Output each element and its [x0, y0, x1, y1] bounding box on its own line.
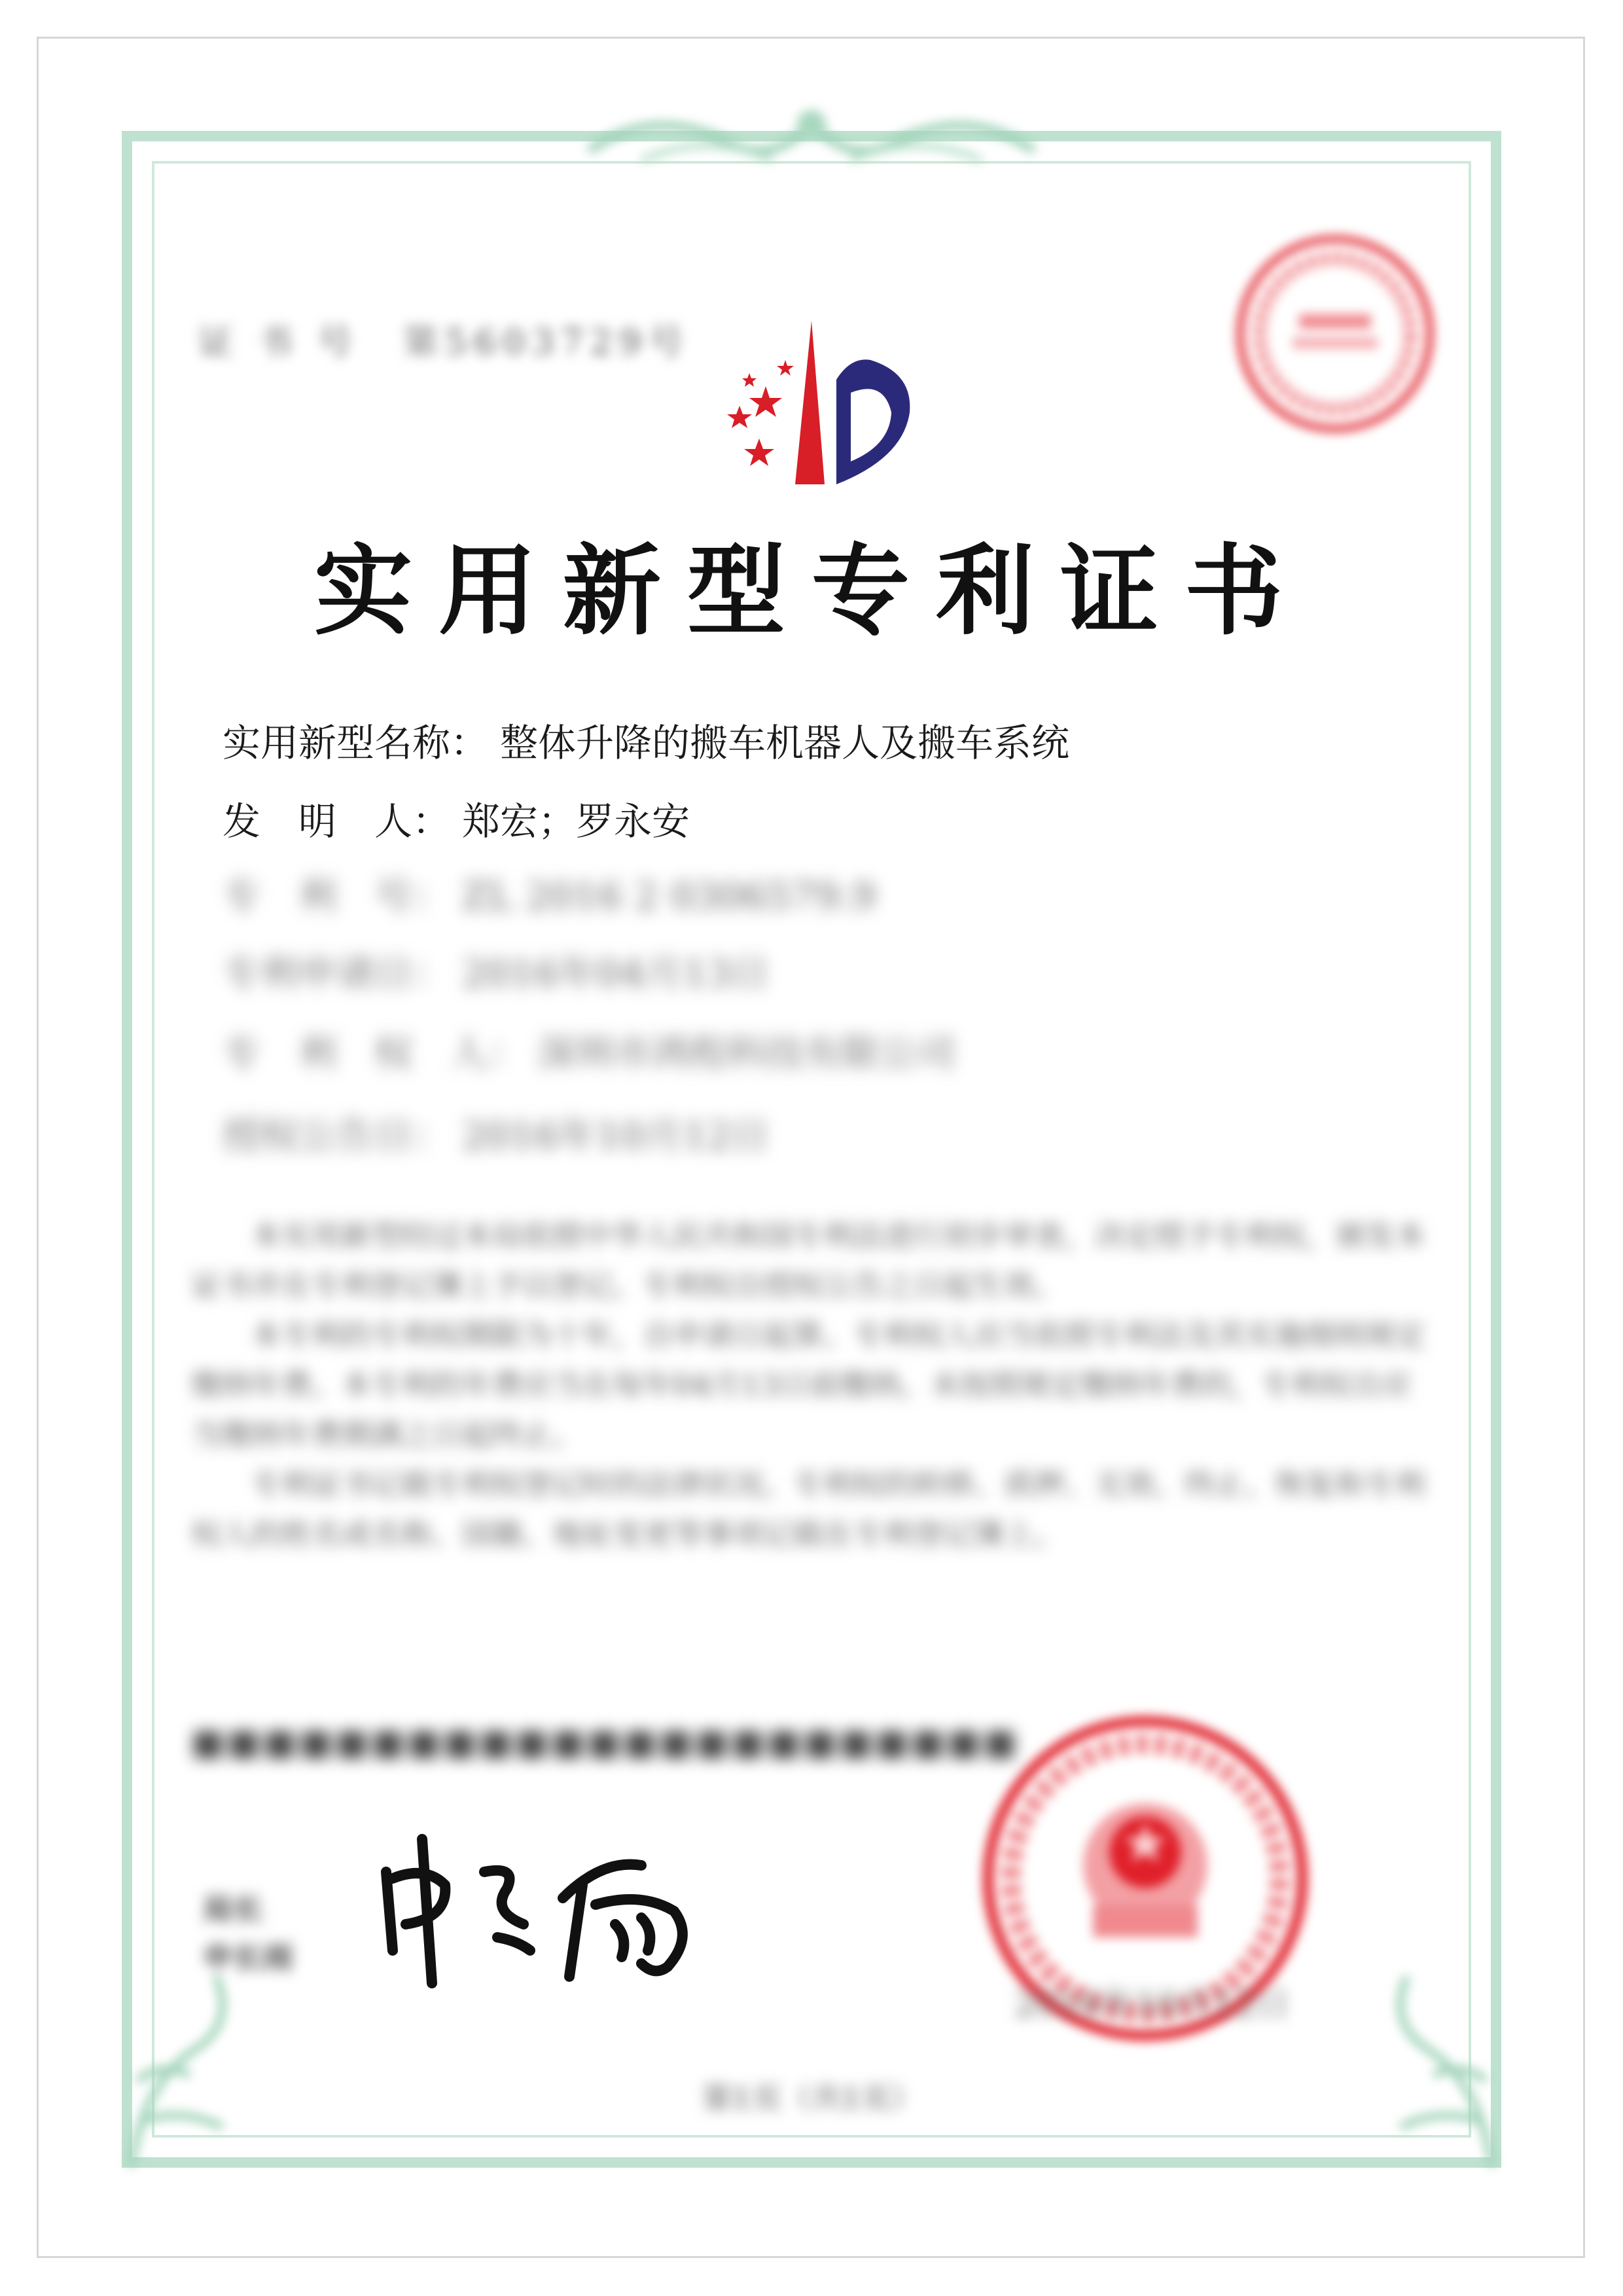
certificate-body-text: [191, 1211, 1435, 1559]
top-ornament-icon: [576, 98, 1047, 183]
body-paragraph: 本专利的专利权期限为十年，自申请日起算。专利权人应当依照专利法及其实施细则规定缴纳年费。本专利的年费应当在每年04月13日前缴纳。未按照规定缴纳年费的，专利权自应当缴纳年费期满之日起终止。: [191, 1318, 1425, 1452]
certificate-number-value: 第5603729号: [402, 321, 690, 363]
field-patent-number: [223, 865, 876, 920]
bottom-left-ornament-icon: [118, 1950, 262, 2173]
field-value: 2016年10月12日: [462, 1113, 770, 1158]
director-title: 局长: [203, 1892, 263, 1927]
field-utility-model-name: [223, 712, 1069, 767]
director-label: [203, 1885, 293, 1982]
page-title: 实用新型专利证书: [313, 533, 1309, 649]
small-seal-icon: [1230, 229, 1440, 439]
field-inventor: [223, 791, 690, 846]
director-name: 申长雨: [203, 1940, 293, 1975]
field-application-date: [223, 942, 769, 997]
certificate-number: [198, 314, 690, 365]
field-value: ZL 2016 2 0306579.9: [462, 874, 876, 918]
field-label: 发 明 人：: [223, 799, 451, 844]
body-paragraph: 专利证书记载专利权登记时的法律状况。专利权的转移、质押、无效、终止、恢复和专利权人的姓名或名称、国籍、地址变更等事项记载在专利登记簿上。: [191, 1467, 1425, 1552]
field-patentee: [223, 1022, 955, 1077]
signature-icon: [366, 1826, 733, 1996]
field-value: 深圳市鸿程科技有限公司: [538, 1031, 956, 1075]
field-label: 专 利 号：: [223, 874, 451, 918]
field-value: 2016年04月13日: [462, 951, 770, 996]
field-label: 专利申请日：: [223, 951, 451, 996]
patent-office-logo: [687, 308, 936, 504]
field-label: 专 利 权 人：: [223, 1031, 527, 1075]
field-value: 郑宏；罗永安: [462, 799, 690, 844]
body-paragraph: 本实用新型经过本局依照中华人民共和国专利法进行初步审查，决定授予专利权，颁发本证书并在专利登记簿上予以登记。专利权自授权公告之日起生效。: [191, 1218, 1425, 1303]
bottom-right-ornament-icon: [1361, 1950, 1505, 2173]
field-grant-date: [223, 1105, 769, 1160]
certificate-number-label: 证 书 号: [198, 321, 359, 363]
page-number: 第1页（共1页）: [702, 2081, 921, 2116]
field-value: 整体升降的搬车机器人及搬车系统: [500, 721, 1070, 765]
field-label: 授权公告日：: [223, 1113, 451, 1158]
field-label: 实用新型名称：: [223, 721, 489, 765]
signoff-line: ■■■■■■■■■■■■■■■■■■■■■■■: [191, 1721, 1020, 1763]
seal-date: 2016年10月12日: [1014, 1985, 1290, 2024]
